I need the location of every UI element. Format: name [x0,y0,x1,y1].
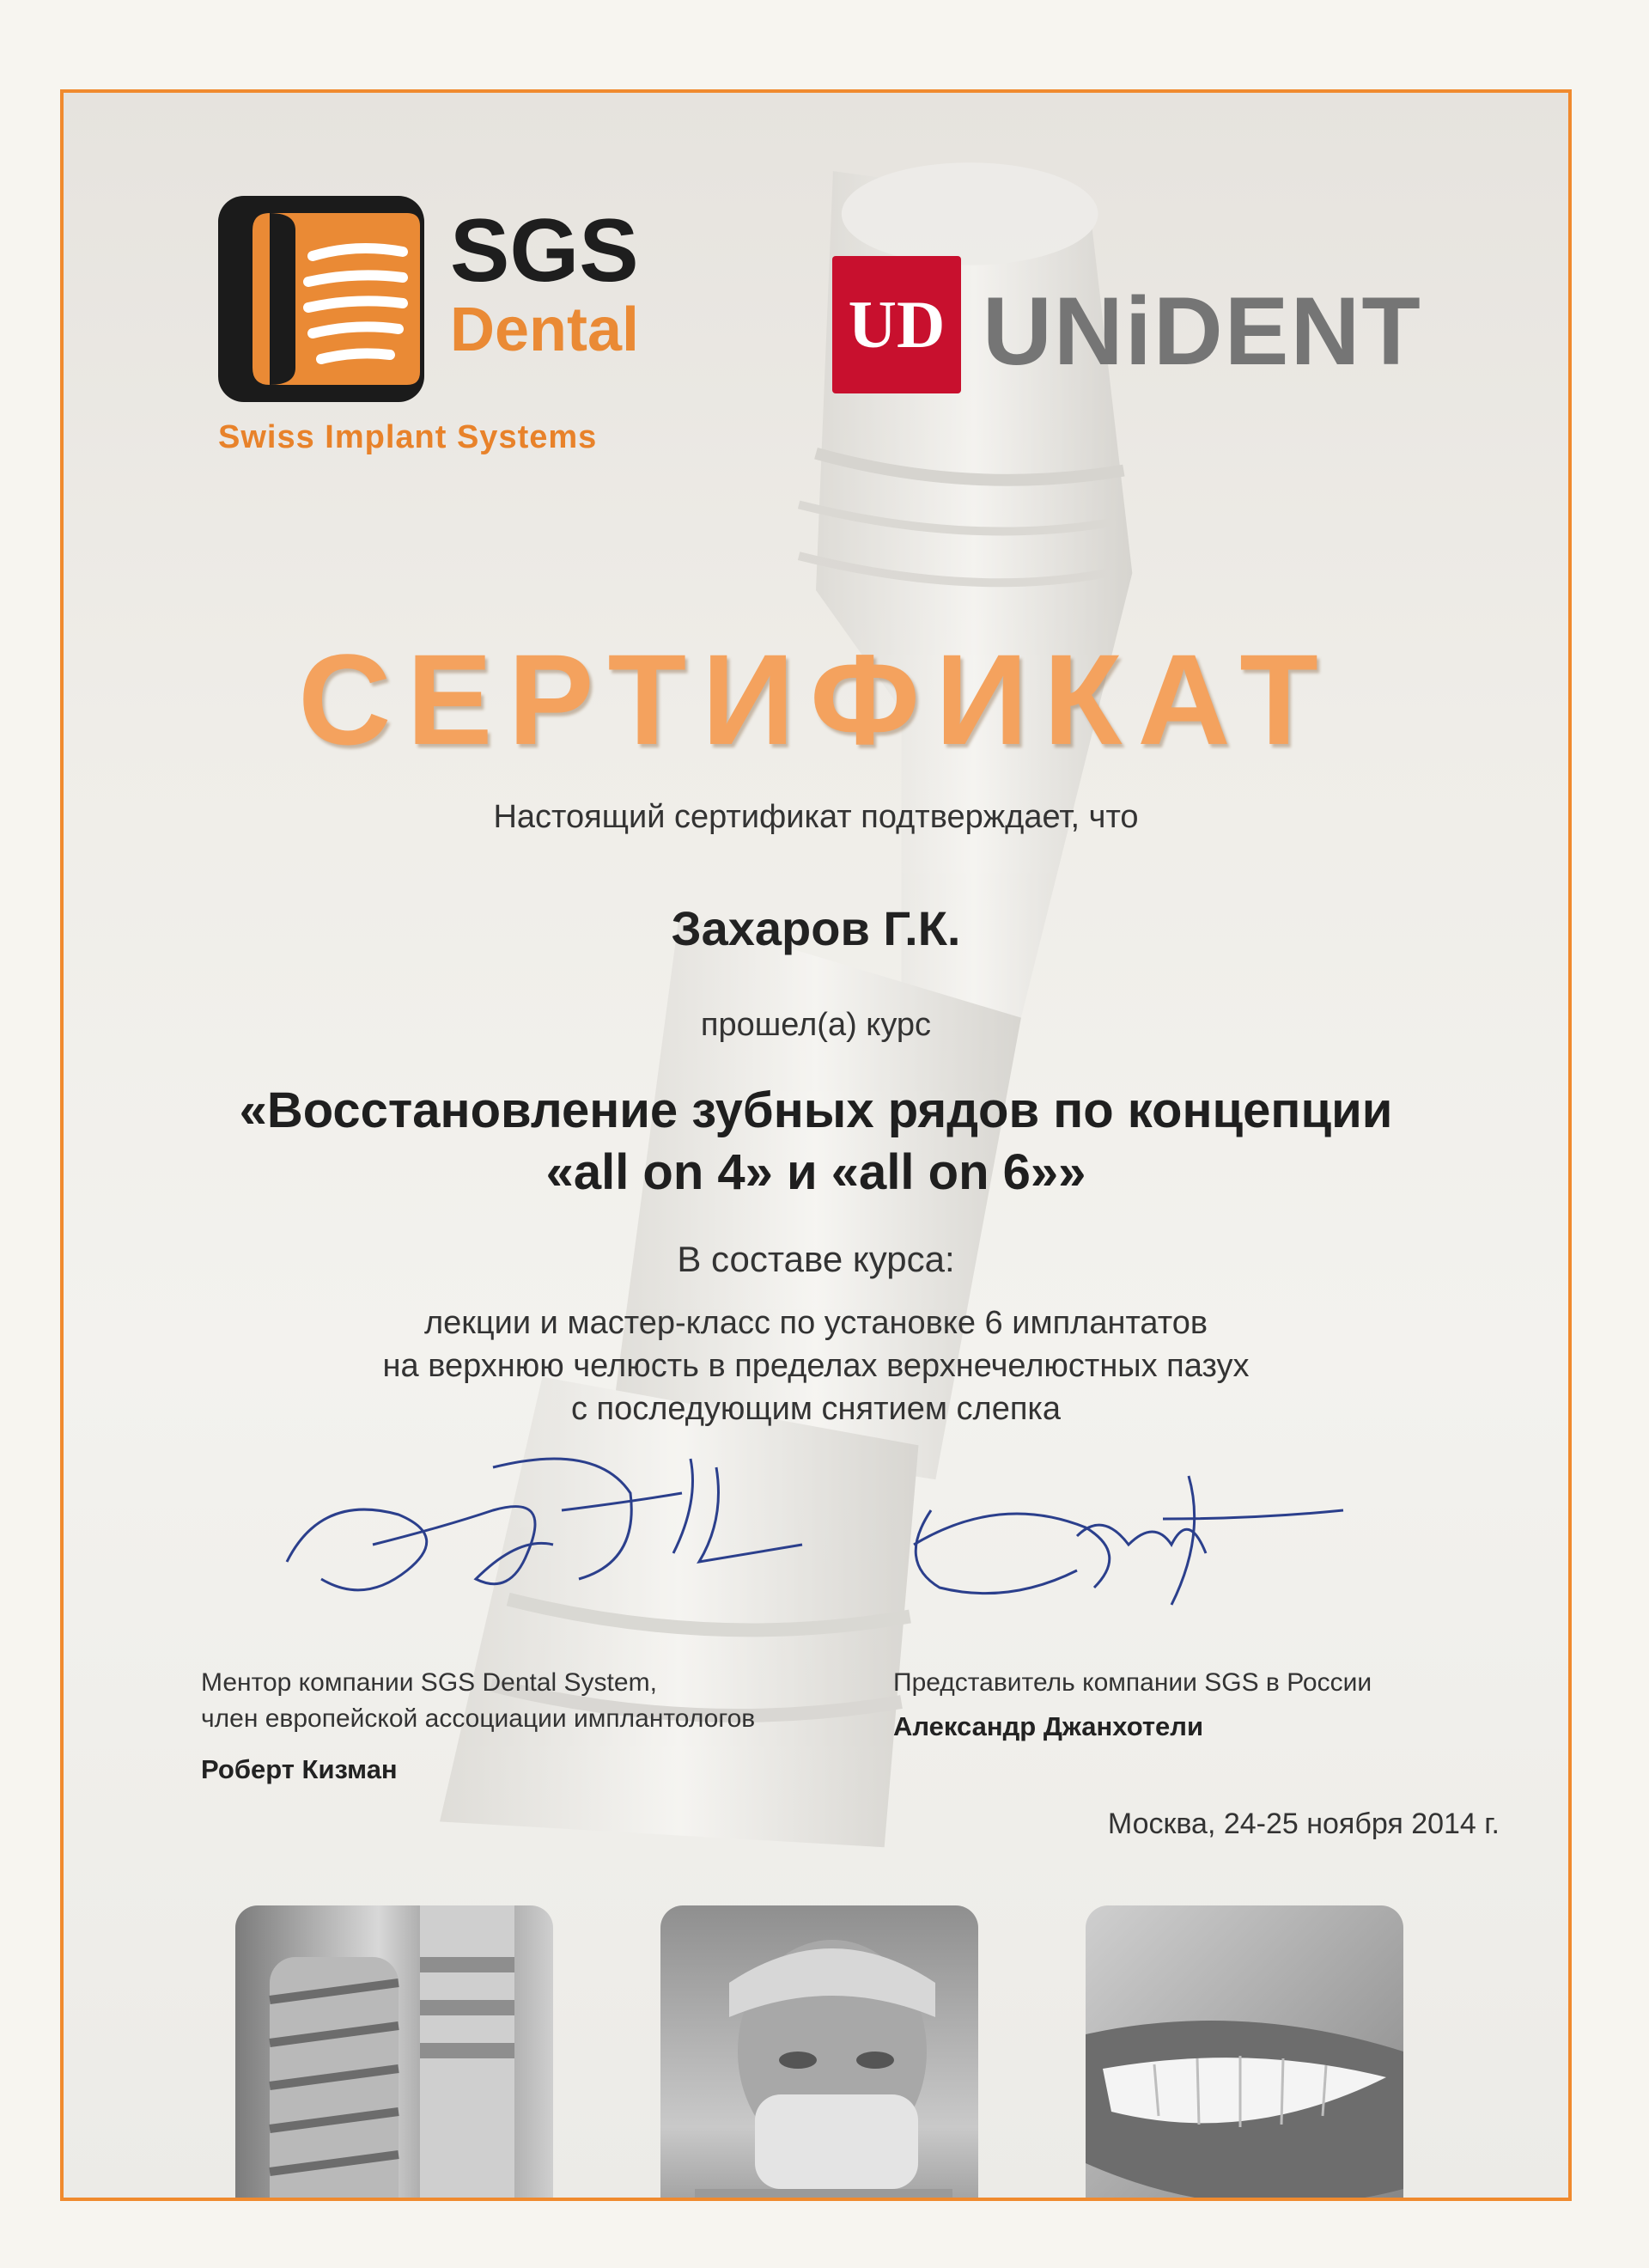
course-composition-title: В составе курса: [677,1239,955,1279]
representative-signature [879,1459,1360,1622]
certificate-title: СЕРТИФИКАТ [298,627,1334,771]
passed-course-text: прошел(а) курс [700,1007,932,1043]
implant-photo [235,1905,553,2201]
mentor-role-line2: член европейской ассоциации имплантологов [201,1704,756,1733]
representative-name: Александр Джанхотели [893,1711,1204,1741]
mentor-signature [270,1433,819,1631]
mentor-name: Роберт Кизман [201,1754,398,1784]
sgs-tagline: Swiss Implant Systems [218,419,598,455]
composition-line: с последующим снятием слепка [570,1391,1062,1427]
course-title-line2: «all on 4» и «all on 6»» [545,1144,1086,1200]
certificate-frame [60,89,1572,2201]
sgs-dental-logo-mark [218,196,424,402]
composition-line: на верхнюю челюсть в пределах верхнечелюстных пазух [382,1348,1250,1384]
dental-logo-text: Dental [450,296,640,364]
unident-logo-mark: UD [832,256,961,393]
dentist-photo [660,1905,978,2201]
intro-text: Настоящий сертификат подтверждает, что [493,799,1139,835]
unident-logo-text: UNiDENT [983,277,1422,385]
mentor-role-line1: Ментор компании SGS Dental System, [201,1668,657,1697]
representative-role: Представитель компании SGS в России [893,1668,1372,1697]
sgs-logo-text: SGS [450,201,639,301]
composition-line: лекции и мастер-класс по установке 6 имплантатов [423,1305,1208,1341]
smile-photo [1086,1905,1403,2201]
course-title-line1: «Восстановление зубных рядов по концепции [239,1082,1393,1138]
place-and-date: Москва, 24-25 ноября 2014 г. [1107,1808,1500,1840]
recipient-name: Захаров Г.К. [671,901,961,955]
